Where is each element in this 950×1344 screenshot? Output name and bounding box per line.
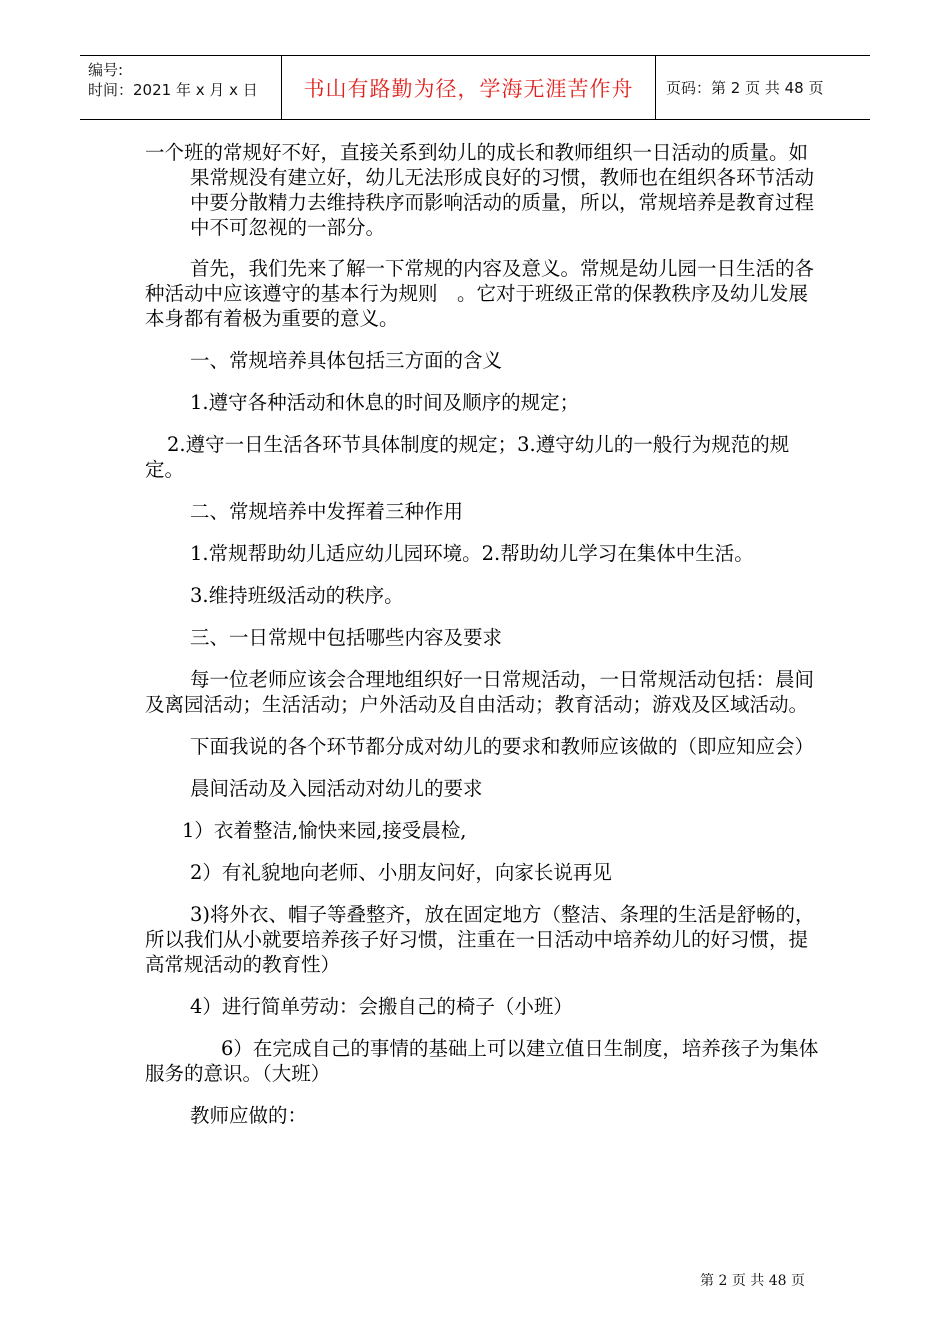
list-item: 2.遵守一日生活各环节具体制度的规定；3.遵守幼儿的一般行为规范的规定。 (145, 433, 790, 481)
page-footer: 第 2 页 共 48 页 (700, 1273, 805, 1289)
list-item: 3.维持班级活动的秩序。 (190, 584, 404, 607)
header-page-code: 页码：第 2 页 共 48 页 (666, 79, 824, 97)
list-item: 6）在完成自己的事情的基础上可以建立值日生制度，培养孩子为集体服务的意识。（大班） (145, 1037, 819, 1085)
list-item: 1）衣着整洁,愉快来园,接受晨检, (182, 819, 467, 842)
list-item: 1.常规帮助幼儿适应幼儿园环境。2.帮助幼儿学习在集体中生活。 (190, 542, 754, 565)
header-motto: 书山有路勤为径，学海无涯苦作舟 (282, 56, 656, 119)
serial-label: 编号: (88, 61, 124, 79)
page-header (80, 55, 870, 120)
time-label: 时间：2021 年 x 月 x 日 (88, 81, 258, 99)
subheading-teacher: 教师应做的： (190, 1104, 308, 1127)
header-meta-cell (80, 56, 282, 119)
subheading-morning: 晨间活动及入园活动对幼儿的要求 (190, 777, 483, 800)
section-heading-1: 一、常规培养具体包括三方面的含义 (190, 349, 503, 372)
paragraph-daily-routine: 每一位老师应该会合理地组织好一日常规活动，一日常规活动包括：晨间及离园活动；生活活动；户外活动及自由活动；教育活动；游戏及区域活动。 (145, 668, 815, 716)
section-heading-3: 三、一日常规中包括哪些内容及要求 (190, 626, 503, 649)
list-item: 2）有礼貌地向老师、小朋友问好，向家长说再见 (190, 861, 612, 884)
section-heading-2: 二、常规培养中发挥着三种作用 (190, 500, 464, 523)
list-item: 3)将外衣、帽子等叠整齐，放在固定地方（整洁、条理的生活是舒畅的，所以我们从小就要培养孩子好习惯，注重在一日活动中培养幼儿的好习惯，提高常规活动的教育性） (145, 903, 815, 976)
document-body (145, 140, 825, 1128)
paragraph-explanation: 下面我说的各个环节都分成对幼儿的要求和教师应该做的（即应知应会） (190, 735, 815, 758)
list-item: 1.遵守各种活动和休息的时间及顺序的规定； (190, 391, 580, 414)
paragraph-intro: 一个班的常规好不好，直接关系到幼儿的成长和教师组织一日活动的质量。如果常规没有建立好，幼儿无法形成良好的习惯，教师也在组织各环节活动中要分散精力去维持秩序而影响活动的质量，所以，常规培养是教育过程中不可忽视的一部分。 (145, 141, 815, 239)
list-item: 4）进行简单劳动：会搬自己的椅子（小班） (190, 995, 573, 1018)
paragraph-meaning: 首先，我们先来了解一下常规的内容及意义。常规是幼儿园一日生活的各种活动中应该遵守的基本行为规则 。它对于班级正常的保教秩序及幼儿发展本身都有着极为重要的意义。 (145, 257, 815, 330)
